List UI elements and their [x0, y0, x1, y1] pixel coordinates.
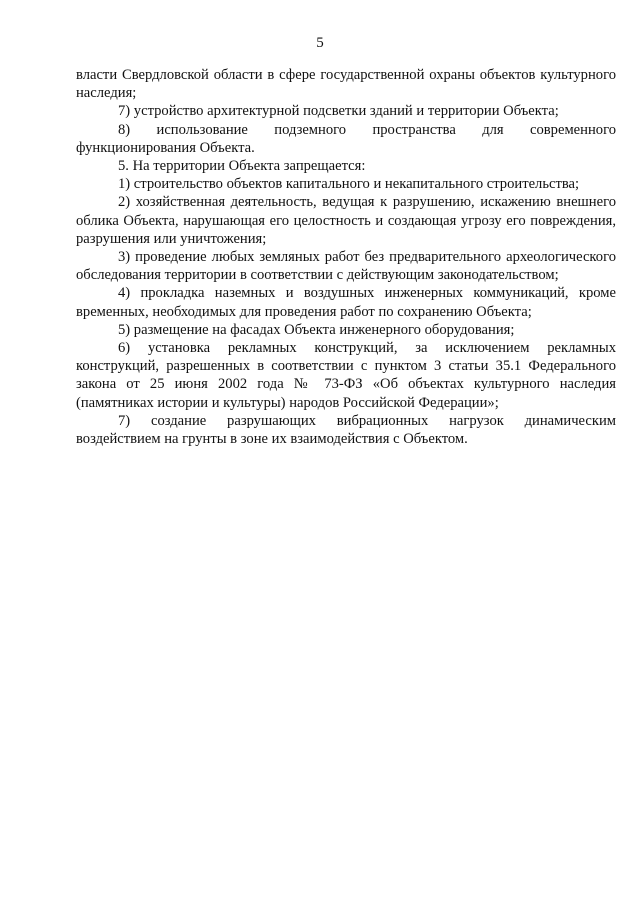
paragraph-item-7-lighting: 7) устройство архитектурной подсветки зданий и территории Объекта; [118, 103, 559, 120]
paragraph-item-1-construction: 1) строительство объектов капитального и некапитального строительства; [118, 176, 580, 193]
paragraph-item-5-facade-equipment: 5) размещение на фасадах Объекта инженерного оборудования; [118, 321, 515, 338]
paragraph-item-8-underground: 8) использование подземного пространства для современного функционирования Объекта. [76, 121, 616, 156]
paragraph-item-7-vibration: 7) создание разрушающих вибрационных нагрузок динамическим воздействием на грунты в зоне их взаимодействия с Объектом. [76, 412, 616, 448]
paragraph-continuation: власти Свердловской области в сфере государственной охраны объектов культурного наследия; [76, 67, 616, 102]
paragraph-item-6-advertising: 6) установка рекламных конструкций, за исключением рекламных конструкций, разрешенных в соответствии с пунктом 3 статьи 35.1 Федерального закона от 25 июня 2002 года № 73-ФЗ «Об объектах культурного наследия (памятниках истории и культуры) народов Российской Федерации»; [76, 340, 616, 411]
page-number: 5 [316, 35, 324, 51]
paragraph-item-3-earthworks: 3) проведение любых земляных работ без предварительного археологического обследования территории в соответствии с действующим законодательством; [76, 249, 616, 284]
paragraph-item-4-utilities: 4) прокладка наземных и воздушных инженерных коммуникаций, кроме временных, необходимых для проведения работ по сохранению Объекта; [76, 285, 616, 320]
paragraph-item-2-economic-activity: 2) хозяйственная деятельность, ведущая к разрушению, искажению внешнего облика Объекта, нарушающая его целостность и создающая угрозу его повреждения, разрушения или уничтожения; [76, 194, 616, 247]
paragraph-section-5-prohibitions: 5. На территории Объекта запрещается: [118, 158, 366, 175]
document-body [76, 66, 616, 448]
